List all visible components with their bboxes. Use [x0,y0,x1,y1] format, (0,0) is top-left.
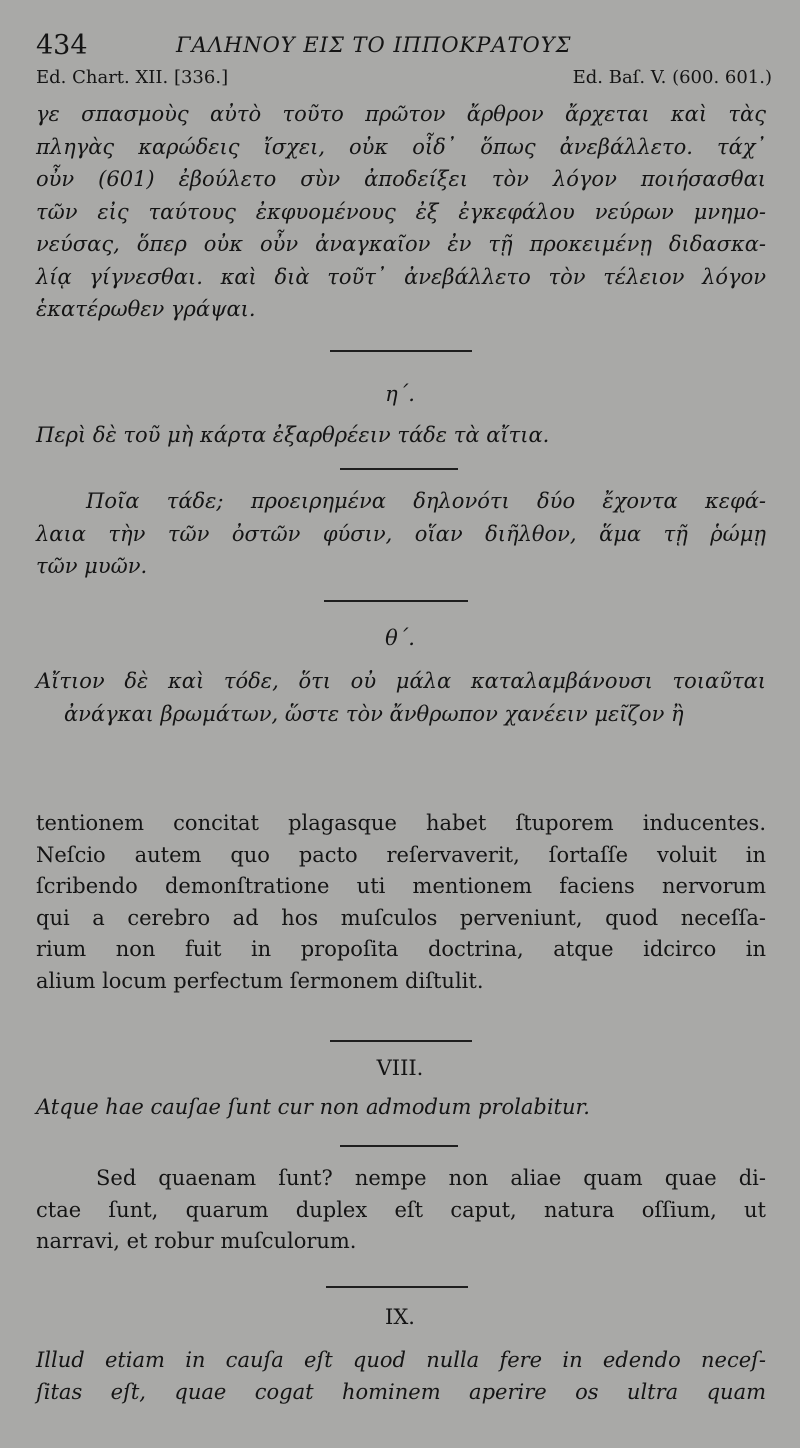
text-line: qui a cerebro ad hos muſculos perveniunt, quod neceſſa- [36,905,766,930]
text-line: τῶν εἰς ταύτους ἐκφυομένους ἐξ ἐγκεφάλου νεύρων μνημο- [36,199,766,224]
latin-section-number: IX. [385,1305,415,1329]
section-divider [324,600,468,602]
greek-lemma [36,419,766,452]
text-line: πληγὰς καρώδεις ἴσχει, οὐκ οἶδ᾽ ὅπως ἀνεβάλλετο. τάχ᾽ [36,134,766,159]
text-line: νεύσας, ὅπερ οὐκ οὖν ἀναγκαῖον ἐν τῇ προκειμένῃ διδασκα- [36,232,766,256]
latin-commentary [36,1163,766,1258]
text-line: τῶν μυῶν. [36,554,148,578]
running-title: ΓΑΛΗΝΟΥ ΕΙΣ ΤΟ ΙΠΠΟΚΡΑΤΟΥΣ [176,33,572,57]
section-divider [330,1040,472,1042]
latin-lemma [36,1092,766,1124]
text-line: λίᾳ γίγνεσθαι. καὶ διὰ τοῦτ᾽ ἀνεβάλλετο τὸν τέλειον λόγον [36,264,766,289]
section-divider [340,468,458,470]
lemma-text: Atque hae cauſae ſunt cur non admodum prolabitur. [36,1095,590,1119]
lemma-text: ſitas eſt, quae cogat hominem aperire os ultra quam [36,1379,766,1404]
section-divider [326,1286,468,1288]
text-line: ctae ſunt, quarum duplex eſt caput, natura oſſium, ut [36,1197,766,1222]
text-line: rium non fuit in propoſita doctrina, atque idcirco in [36,937,766,961]
greek-section-number: η΄. [385,382,415,406]
text-line: Sed quaenam ſunt? nempe non aliae quam quae di- [96,1166,766,1190]
latin-lemma [36,1345,766,1408]
greek-paragraph [36,98,766,326]
page-header [36,30,776,66]
edition-basel: Ed. Baſ. V. (600. 601.) [572,67,772,88]
text-line: Neſcio autem quo pacto reſervaverit, ſortaſſe voluit in [36,842,766,867]
text-line: narravi, et robur muſculorum. [36,1229,357,1253]
text-line: οὖν (601) ἐβούλετο σὺν ἀποδείξει τὸν λόγον ποιήσασθαι [36,167,766,191]
edition-references [36,67,772,93]
text-line: γε σπασμοὺς αὐτὸ τοῦτο πρῶτον ἄρθρον ἄρχεται καὶ τὰς [36,102,766,126]
edition-chartier: Ed. Chart. XII. [336.] [36,67,229,88]
lemma-text: Illud etiam in cauſa eſt quod nulla fere in edendo neceſ- [36,1348,766,1372]
latin-paragraph [36,808,766,997]
greek-commentary [36,485,766,583]
text-line: ſcribendo demonſtratione uti mentionem faciens nervorum [36,874,766,898]
lemma-text: Αἴτιον δὲ καὶ τόδε, ὅτι οὐ μάλα καταλαμβάνουσι τοιαῦται [36,669,766,693]
page-number: 434 [36,30,88,61]
latin-section-number: VIII. [376,1056,424,1080]
lemma-text: ἀνάγκαι βρωμάτων, ὥστε τὸν ἄνθρωπον χανέειν μεῖζον ἢ [64,701,684,726]
text-line: ἑκατέρωθεν γράψαι. [36,297,256,321]
lemma-text: Περὶ δὲ τοῦ μὴ κάρτα ἐξαρθρέειν τάδε τὰ αἴτια. [36,423,550,447]
greek-section-number: θ΄. [385,626,415,650]
text-line: tentionem concitat plagasque habet ſtuporem inducentes. [36,811,766,835]
section-divider [330,350,472,352]
section-divider [340,1145,458,1147]
text-line: λαια τὴν τῶν ὀστῶν φύσιν, οἵαν διῆλθον, ἅμα τῇ ῥώμῃ [36,521,766,546]
text-line: Ποῖα τάδε; προειρημένα δηλονότι δύο ἔχοντα κεφά- [86,489,766,513]
text-line: alium locum perfectum ſermonem diſtulit. [36,968,484,993]
greek-lemma [36,665,766,730]
